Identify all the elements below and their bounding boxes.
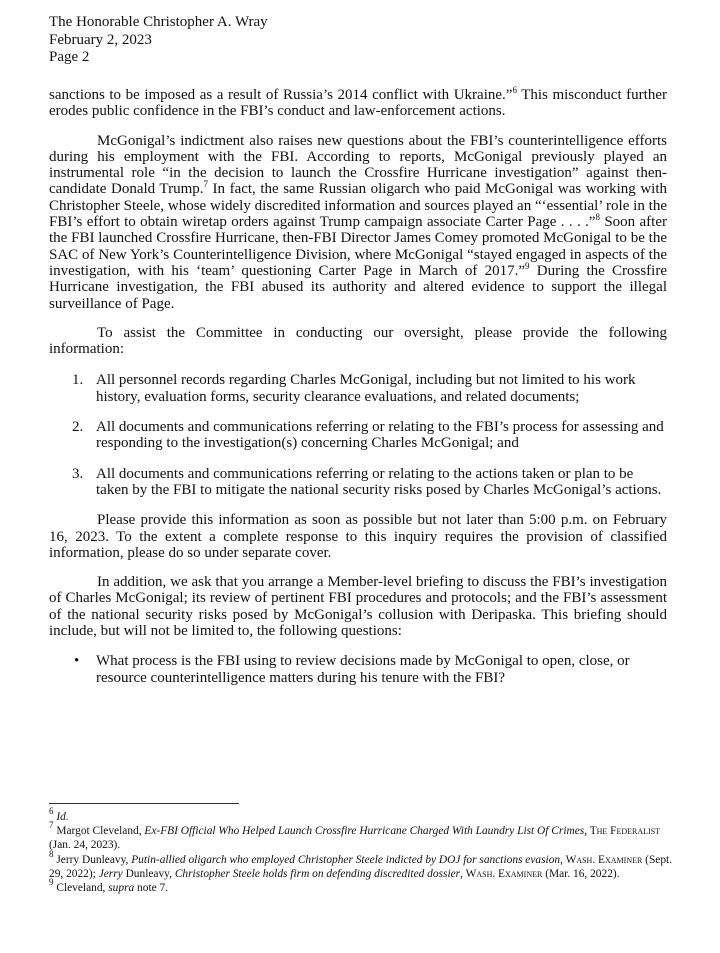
footnote-8: $^8$ Jerry Dunleavy, Putin-allied oligarch who employed Christopher Steele indicted by DOJ for sanctions evasion, Wash. Examiner (Sept. 29, 2022); Jerry Dunleavy, Christopher Steele holds firm on defending discredited dossier, Wash. Examiner (Mar. 16, 2022). <box>49 848 673 880</box>
paragraph-continuation: sanctions to be imposed as a result of Russia’s 2014 conflict with Ukraine.”$^6$ This misconduct further erodes public confidence in the FBI’s conduct and law-enforcement actions. <box>49 85 667 120</box>
letter-date: February 2, 2023 <box>49 31 152 48</box>
list-item: 3. All documents and communications referring or relating to the actions taken or plan to be taken by the FBI to mitigate the national security risks posed by Charles McGonigal’s actions. <box>72 465 662 498</box>
paragraph-deadline: Please provide this information as soon as possible but not later than 5:00 p.m. on February 16, 2023. To the extent a complete response to this inquiry requires the provision of classified information, please do so under separate cover. <box>49 512 667 561</box>
footnote-ref-7[interactable]: 7 <box>203 179 208 190</box>
footnote-ref-9[interactable]: 9 <box>525 260 530 271</box>
list-item: • What process is the FBI using to review decisions made by McGonigal to open, close, or resource counterintelligence matters during his tenure with the FBI? <box>74 653 630 686</box>
letter-header <box>49 14 268 67</box>
footnote-7: $^7$ Margot Cleveland, Ex-FBI Official Who Helped Launch Crossfire Hurricane Charged With Laundry List Of Crimes, The Federalist (Jan. 24, 2023). <box>49 820 661 852</box>
footnote-ref-8[interactable]: 8 <box>595 212 600 223</box>
letter-body <box>49 87 667 700</box>
question-list <box>49 653 667 686</box>
footnote-ref-6[interactable]: 6 <box>512 85 517 95</box>
footnotes <box>49 806 679 895</box>
page-number: Page 2 <box>49 49 90 65</box>
request-list <box>49 372 667 498</box>
paragraph-request-intro: To assist the Committee in conducting our oversight, please provide the following information: <box>49 324 667 358</box>
paragraph-indictment: McGonigal’s indictment also raises new questions about the FBI’s counterintelligence efforts during his employment with the FBI. According to reports, McGonigal previously played an instrumental role “in the decision to launch the Crossfire Hurricane investigation” against then-candidate Donald Trump.$^7$ In fact, the same Russian oligarch who paid McGonigal was working with Christopher Steele, whose widely discredited information and sources played an “‘essential’ role in the FBI’s effort to obtain wiretap orders against Trump campaign associate Carter Page . . . .”$^8$ Soon after the FBI launched Crossfire Hurricane, then-FBI Director James Comey promoted McGonigal to be the SAC of New York’s Counterintelligence Division, where McGonigal “stayed engaged in aspects of the investigation, with his ‘team’ questioning Carter Page in March of 2017.”$^9$ During the Crossfire Hurricane investigation, the FBI abused its authority and altered evidence to support the illegal surveillance of Page. <box>49 132 667 312</box>
paragraph-briefing: In addition, we ask that you arrange a Member-level briefing to discuss the FBI’s investigation of Charles McGonigal; its review of pertinent FBI procedures and protocols; and the FBI’s assessment of the national security risks posed by McGonigal’s collusion with Deripaska. This briefing should include, but will not be limited to, the following questions: <box>49 574 667 640</box>
list-item: 2. All documents and communications referring or relating to the FBI’s process for assessing and responding to the investigation(s) concerning Charles McGonigal; and <box>72 419 664 452</box>
footnote-divider <box>49 803 239 804</box>
footnote-9: $^9$ Cleveland, supra note 7. <box>49 877 169 895</box>
footnote-6: $^6$ Id. <box>49 806 69 823</box>
recipient-name: The Honorable Christopher A. Wray <box>49 14 268 30</box>
list-item: 1. All personnel records regarding Charles McGonigal, including but not limited to his work history, evaluation forms, security clearance evaluations, and related documents; <box>72 372 636 405</box>
